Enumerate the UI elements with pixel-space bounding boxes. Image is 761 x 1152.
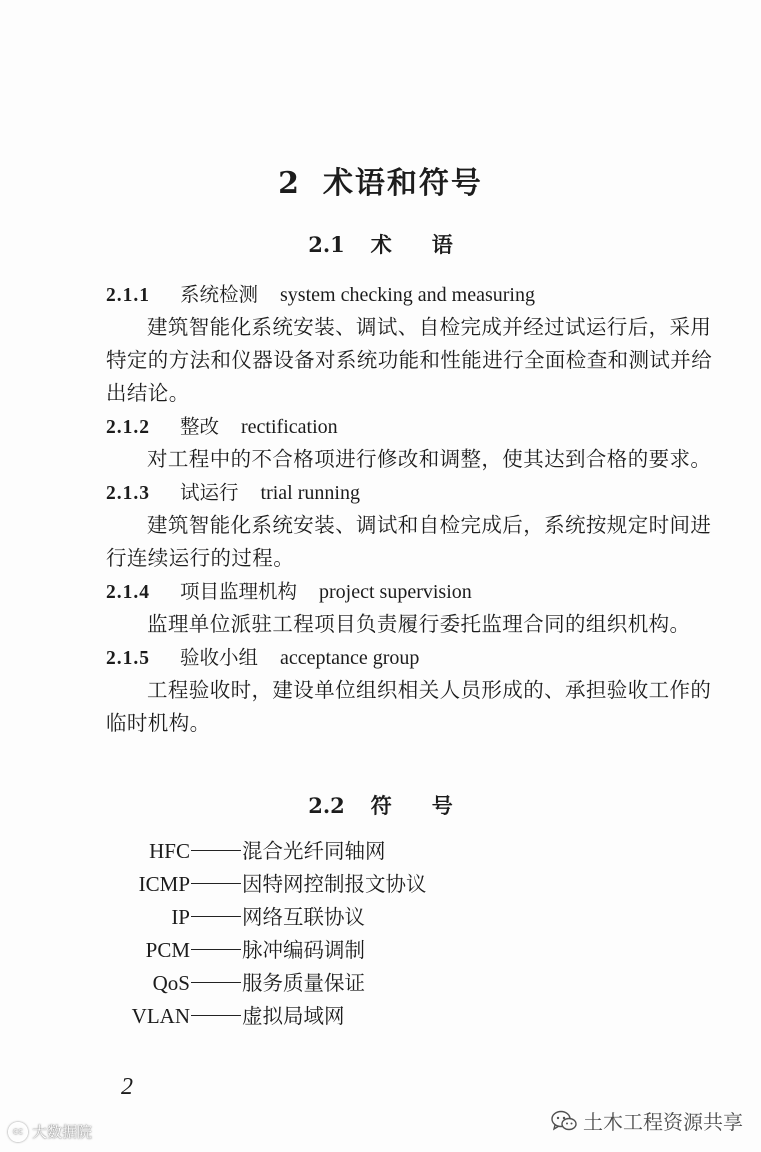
term-number: 2.1.5: [106, 648, 150, 669]
symbol-row: [0, 868, 761, 901]
term-chinese: 整改: [180, 415, 220, 438]
symbol-abbreviation: PCM: [145, 938, 190, 962]
em-dash: [191, 883, 241, 884]
corner-watermark: [8, 1121, 92, 1142]
symbol-meaning: 脉冲编码调制: [242, 938, 365, 962]
symbol-row: [0, 1000, 761, 1033]
term-number: 2.1.4: [106, 582, 150, 603]
term-number: 2.1.1: [106, 285, 150, 306]
symbol-abbreviation: ICMP: [138, 872, 190, 896]
em-dash: [191, 1015, 241, 1016]
term-entry: [106, 410, 726, 476]
section-name: 符号: [370, 793, 493, 818]
symbol-meaning: 因特网控制报文协议: [242, 872, 427, 896]
symbol-row: [0, 901, 761, 934]
wechat-watermark: [551, 1106, 743, 1135]
section-title-terms: [0, 229, 761, 259]
symbol-abbreviation: HFC: [149, 839, 190, 863]
symbol-row: [0, 835, 761, 868]
symbol-row: [0, 967, 761, 1000]
cc-icon: cc: [8, 1122, 28, 1142]
em-dash: [191, 916, 241, 917]
em-dash: [191, 949, 241, 950]
term-number: 2.1.2: [106, 417, 150, 438]
symbols-list: [0, 835, 761, 1033]
section-title-symbols: [0, 790, 761, 820]
section-number: 2.2: [308, 793, 345, 818]
chapter-name: 术语和符号: [322, 166, 483, 201]
symbol-abbreviation: VLAN: [131, 1004, 190, 1028]
term-chinese: 项目监理机构: [180, 580, 298, 603]
term-heading: [106, 641, 726, 674]
section-name: 术语: [370, 232, 493, 257]
term-english: rectification: [241, 416, 338, 438]
term-english: system checking and measuring: [280, 284, 535, 306]
term-definition: 工程验收时，建设单位组织相关人员形成的、承担验收工作的临时机构。: [106, 678, 712, 735]
em-dash: [191, 982, 241, 983]
term-entry: [106, 641, 726, 740]
symbol-meaning: 虚拟局域网: [242, 1004, 345, 1028]
term-english: project supervision: [319, 581, 472, 603]
term-entry: [106, 476, 726, 575]
term-definition: 建筑智能化系统安装、调试和自检完成后，系统按规定时间进行连续运行的过程。: [106, 513, 712, 570]
corner-watermark-text: 大数据院: [32, 1123, 93, 1141]
term-chinese: 试运行: [180, 481, 239, 504]
wechat-icon: [551, 1110, 577, 1132]
term-definition: 监理单位派驻工程项目负责履行委托监理合同的组织机构。: [147, 612, 691, 636]
term-heading: [106, 575, 726, 608]
term-definition: 建筑智能化系统安装、调试、自检完成并经过试运行后，采用特定的方法和仪器设备对系统功能和性能进行全面检查和测试并给出结论。: [106, 315, 713, 405]
symbol-abbreviation: QoS: [152, 971, 190, 995]
term-heading: [106, 278, 726, 311]
term-number: 2.1.3: [106, 483, 150, 504]
term-chinese: 系统检测: [180, 283, 259, 306]
chapter-number: 2: [278, 166, 301, 201]
symbol-meaning: 网络互联协议: [242, 905, 365, 929]
term-english: acceptance group: [280, 647, 420, 669]
page-number: 2: [121, 1074, 133, 1100]
terms-list: [106, 278, 726, 740]
wechat-account-name: 土木工程资源共享: [583, 1110, 743, 1134]
symbol-abbreviation: IP: [171, 905, 190, 929]
section-number: 2.1: [308, 232, 345, 257]
term-chinese: 验收小组: [180, 646, 259, 669]
symbol-meaning: 混合光纤同轴网: [242, 839, 386, 863]
symbol-meaning: 服务质量保证: [242, 971, 365, 995]
term-heading: [106, 410, 726, 443]
term-definition: 对工程中的不合格项进行修改和调整，使其达到合格的要求。: [147, 447, 712, 471]
chapter-title: [0, 158, 761, 202]
term-heading: [106, 476, 726, 509]
term-entry: [106, 575, 726, 641]
em-dash: [191, 850, 241, 851]
term-english: trial running: [260, 482, 360, 504]
term-entry: [106, 278, 726, 410]
symbol-row: [0, 934, 761, 967]
